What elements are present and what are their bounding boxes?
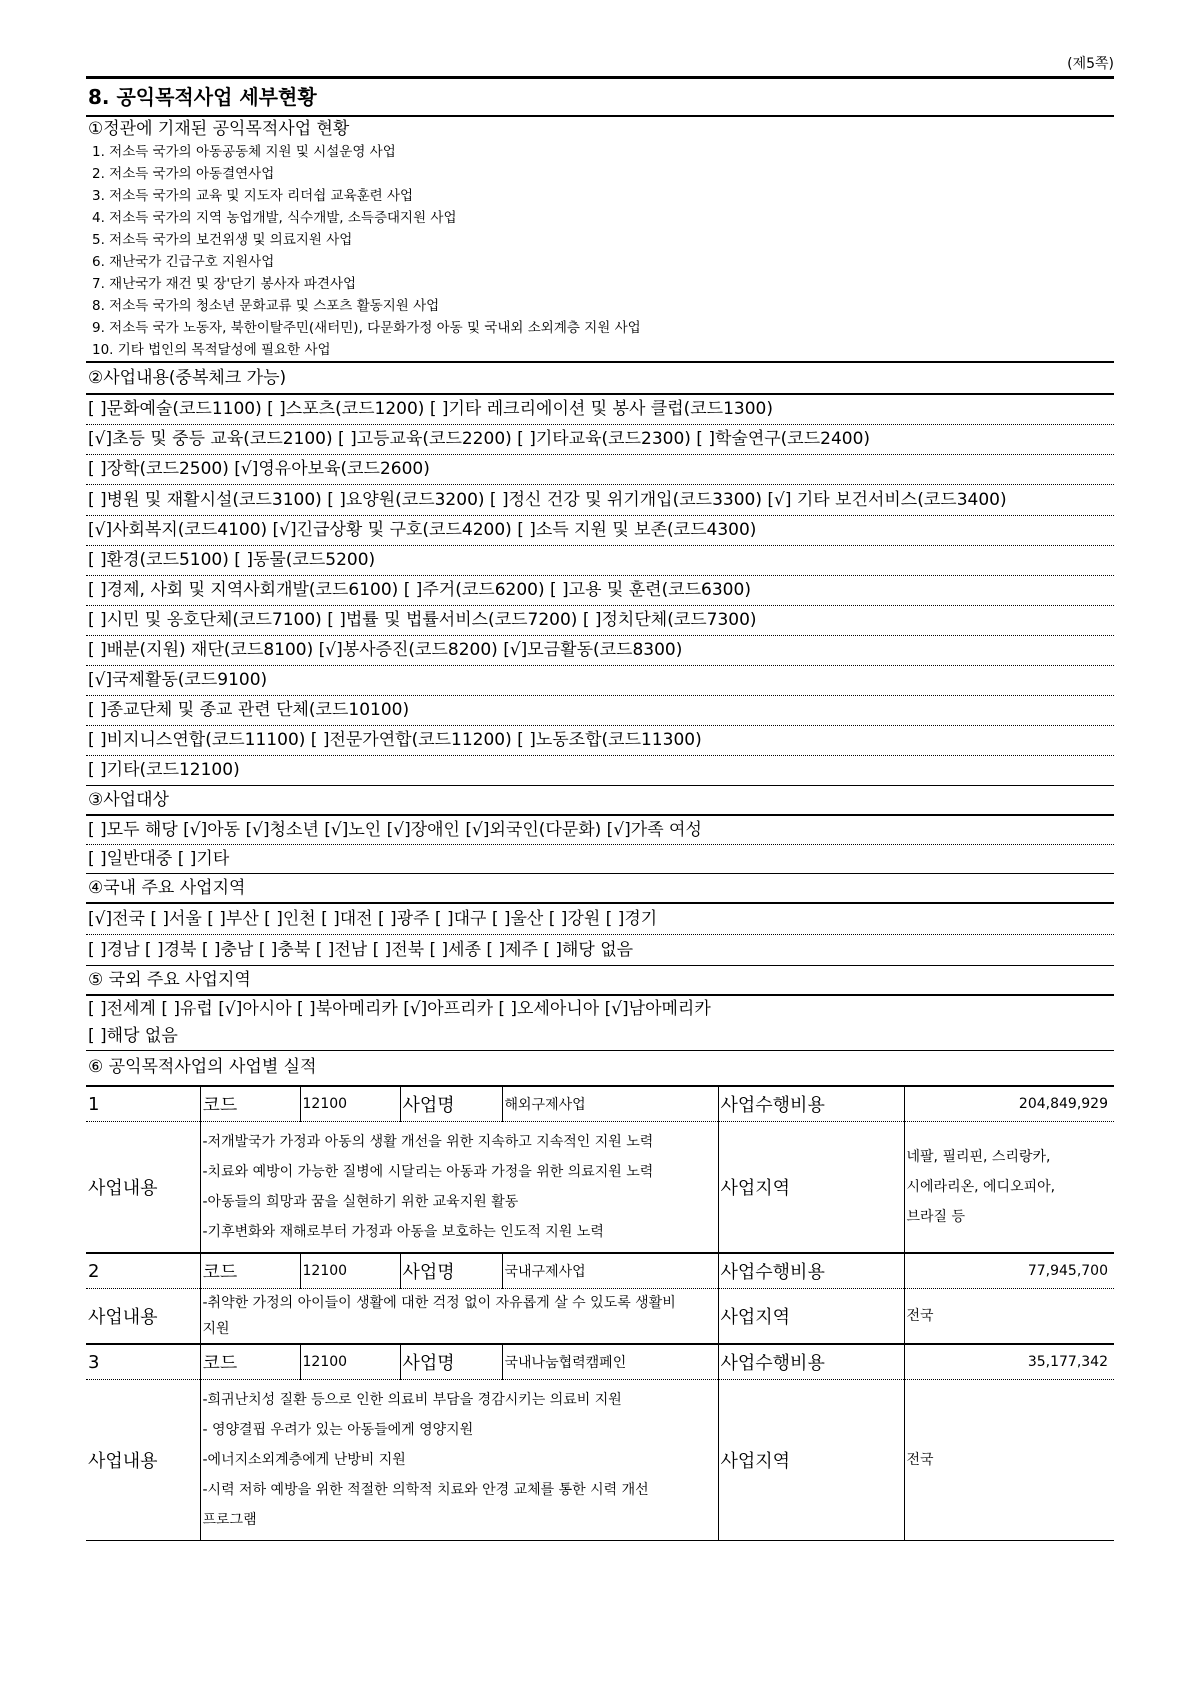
content-line: - 영양결핍 우려가 있는 아동들에게 영양지원	[202, 1422, 474, 1438]
content-line: -기후변화와 재해로부터 가정과 아동을 보호하는 인도적 지원 노력	[202, 1224, 604, 1240]
project-region	[904, 1289, 1114, 1345]
project-name: 국내나눔협력캠페인	[502, 1344, 718, 1380]
checklist-row: [ ]문화예술(코드1100) [ ]스포츠(코드1200) [ ]기타 레크리에이션 및 봉사 클럽(코드1300)	[86, 395, 1114, 425]
purpose-item: 6. 재난국가 긴급구호 지원사업	[92, 254, 275, 270]
content-label: 사업내용	[86, 1122, 200, 1254]
purpose-item: 9. 저소득 국가 노동자, 북한이탈주민(새터민), 다문화가정 아동 및 국내외 소외계층 지원 사업	[92, 320, 641, 336]
business-content-checklist	[86, 395, 1114, 786]
checklist-row: [ ]경제, 사회 및 지역사회개발(코드6100) [ ]주거(코드6200) [ ]고용 및 훈련(코드6300)	[86, 576, 1114, 606]
purpose-item: 1. 저소득 국가의 아동공동체 지원 및 시설운영 사업	[92, 144, 396, 160]
content-line: 프로그램	[202, 1512, 257, 1528]
section3-heading: ③사업대상	[86, 786, 1114, 816]
project-content	[200, 1380, 718, 1541]
purpose-item: 8. 저소득 국가의 청소년 문화교류 및 스포츠 활동지원 사업	[92, 298, 440, 314]
purpose-list	[86, 141, 1114, 363]
project-cost: 77,945,700	[904, 1253, 1114, 1289]
region-line: 네팔, 필리핀, 스리랑카,	[906, 1149, 1051, 1165]
name-label: 사업명	[400, 1253, 502, 1289]
checklist-row: [ ]배분(지원) 재단(코드8100) [√]봉사증진(코드8200) [√]모금활동(코드8300)	[86, 636, 1114, 666]
document-page	[86, 52, 1114, 1541]
code-value: 12100	[300, 1253, 400, 1289]
target-row: [ ]일반대중 [ ]기타	[86, 845, 1114, 874]
checklist-row: [ ]장학(코드2500) [√]영유아보육(코드2600)	[86, 455, 1114, 485]
target-row: [ ]모두 해당 [√]아동 [√]청소년 [√]노인 [√]장애인 [√]외국인(다문화) [√]가족 여성	[86, 816, 1114, 845]
purpose-item: 4. 저소득 국가의 지역 농업개발, 식수개발, 소득증대지원 사업	[92, 210, 457, 226]
checklist-row: [ ]병원 및 재활시설(코드3100) [ ]요양원(코드3200) [ ]정신 건강 및 위기개입(코드3300) [√] 기타 보건서비스(코드3400)	[86, 485, 1114, 516]
checklist-row: [√]국제활동(코드9100)	[86, 666, 1114, 696]
project-body-row	[86, 1289, 1114, 1345]
overseas-region-row: [ ]해당 없음	[86, 1023, 1114, 1051]
project-name: 해외구제사업	[502, 1086, 718, 1122]
page-title: 8. 공익목적사업 세부현황	[86, 76, 1114, 117]
checklist-row: [ ]환경(코드5100) [ ]동물(코드5200)	[86, 546, 1114, 576]
region-line: 전국	[906, 1452, 934, 1468]
domestic-region-row: [ ]경남 [ ]경북 [ ]충남 [ ]충북 [ ]전남 [ ]전북 [ ]세종 [ ]제주 [ ]해당 없음	[86, 935, 1114, 966]
region-label: 사업지역	[718, 1289, 904, 1345]
domestic-region-row: [√]전국 [ ]서울 [ ]부산 [ ]인천 [ ]대전 [ ]광주 [ ]대구 [ ]울산 [ ]강원 [ ]경기	[86, 904, 1114, 935]
region-line: 브라질 등	[906, 1209, 966, 1225]
project-header-row	[86, 1344, 1114, 1380]
project-number: 2	[86, 1253, 200, 1289]
project-body-row	[86, 1380, 1114, 1541]
project-number: 1	[86, 1086, 200, 1122]
page-number: (제5쪽)	[1067, 56, 1114, 72]
section4-heading: ④국내 주요 사업지역	[86, 874, 1114, 904]
section6-heading: ⑥ 공익목적사업의 사업별 실적	[88, 1057, 317, 1077]
name-label: 사업명	[400, 1344, 502, 1380]
section5-heading: ⑤ 국외 주요 사업지역	[86, 966, 1114, 996]
project-header-row	[86, 1253, 1114, 1289]
checklist-row: [√]사회복지(코드4100) [√]긴급상황 및 구호(코드4200) [ ]소득 지원 및 보존(코드4300)	[86, 516, 1114, 546]
content-line: 지원	[202, 1321, 230, 1337]
code-value: 12100	[300, 1344, 400, 1380]
purpose-item: 5. 저소득 국가의 보건위생 및 의료지원 사업	[92, 232, 353, 248]
code-label: 코드	[200, 1253, 300, 1289]
project-cost: 35,177,342	[904, 1344, 1114, 1380]
content-line: -저개발국가 가정과 아동의 생활 개선을 위한 지속하고 지속적인 지원 노력	[202, 1134, 654, 1150]
region-label: 사업지역	[718, 1122, 904, 1254]
content-line: -치료와 예방이 가능한 질병에 시달리는 아동과 가정을 위한 의료지원 노력	[202, 1164, 654, 1180]
code-label: 코드	[200, 1086, 300, 1122]
purpose-item: 3. 저소득 국가의 교육 및 지도자 리더쉽 교육훈련 사업	[92, 188, 414, 204]
project-body-row	[86, 1122, 1114, 1254]
code-label: 코드	[200, 1344, 300, 1380]
project-name: 국내구제사업	[502, 1253, 718, 1289]
checklist-row: [ ]시민 및 옹호단체(코드7100) [ ]법률 및 법률서비스(코드7200) [ ]정치단체(코드7300)	[86, 606, 1114, 636]
checklist-row: [ ]비지니스연합(코드11100) [ ]전문가연합(코드11200) [ ]노동조합(코드11300)	[86, 726, 1114, 756]
cost-label: 사업수행비용	[718, 1344, 904, 1380]
project-region	[904, 1122, 1114, 1254]
content-line: -시력 저하 예방을 위한 적절한 의학적 치료와 안경 교체를 통한 시력 개선	[202, 1482, 649, 1498]
performance-table	[86, 1085, 1114, 1541]
checklist-row: [ ]기타(코드12100)	[86, 756, 1114, 786]
content-line: -에너지소외계층에게 난방비 지원	[202, 1452, 406, 1468]
purpose-item: 2. 저소득 국가의 아동결연사업	[92, 166, 275, 182]
project-header-row	[86, 1086, 1114, 1122]
section1-heading: ①정관에 기재된 공익목적사업 현황	[88, 119, 350, 139]
project-content	[200, 1122, 718, 1254]
content-line: -취약한 가정의 아이들이 생활에 대한 걱정 없이 자유롭게 살 수 있도록 생활비	[202, 1295, 676, 1311]
purpose-item: 10. 기타 법인의 목적달성에 필요한 사업	[86, 339, 1114, 363]
project-cost: 204,849,929	[904, 1086, 1114, 1122]
name-label: 사업명	[400, 1086, 502, 1122]
region-line: 전국	[906, 1308, 934, 1324]
purpose-item: 7. 재난국가 재건 및 장'단기 봉사자 파견사업	[92, 276, 357, 292]
section2-heading: ②사업내용(중복체크 가능)	[86, 363, 1114, 395]
overseas-region-row: [ ]전세계 [ ]유럽 [√]아시아 [ ]북아메리카 [√]아프리카 [ ]오세아니아 [√]남아메리카	[88, 999, 711, 1019]
project-content	[200, 1289, 718, 1345]
region-label: 사업지역	[718, 1380, 904, 1541]
region-line: 시에라리온, 에디오피아,	[906, 1179, 1056, 1195]
content-line: -아동들의 희망과 꿈을 실현하기 위한 교육지원 활동	[202, 1194, 519, 1210]
cost-label: 사업수행비용	[718, 1086, 904, 1122]
cost-label: 사업수행비용	[718, 1253, 904, 1289]
content-label: 사업내용	[86, 1289, 200, 1345]
content-line: -희귀난치성 질환 등으로 인한 의료비 부담을 경감시키는 의료비 지원	[202, 1392, 622, 1408]
content-label: 사업내용	[86, 1380, 200, 1541]
project-number: 3	[86, 1344, 200, 1380]
project-region	[904, 1380, 1114, 1541]
code-value: 12100	[300, 1086, 400, 1122]
checklist-row: [√]초등 및 중등 교육(코드2100) [ ]고등교육(코드2200) [ ]기타교육(코드2300) [ ]학술연구(코드2400)	[86, 425, 1114, 455]
checklist-row: [ ]종교단체 및 종교 관련 단체(코드10100)	[86, 696, 1114, 726]
